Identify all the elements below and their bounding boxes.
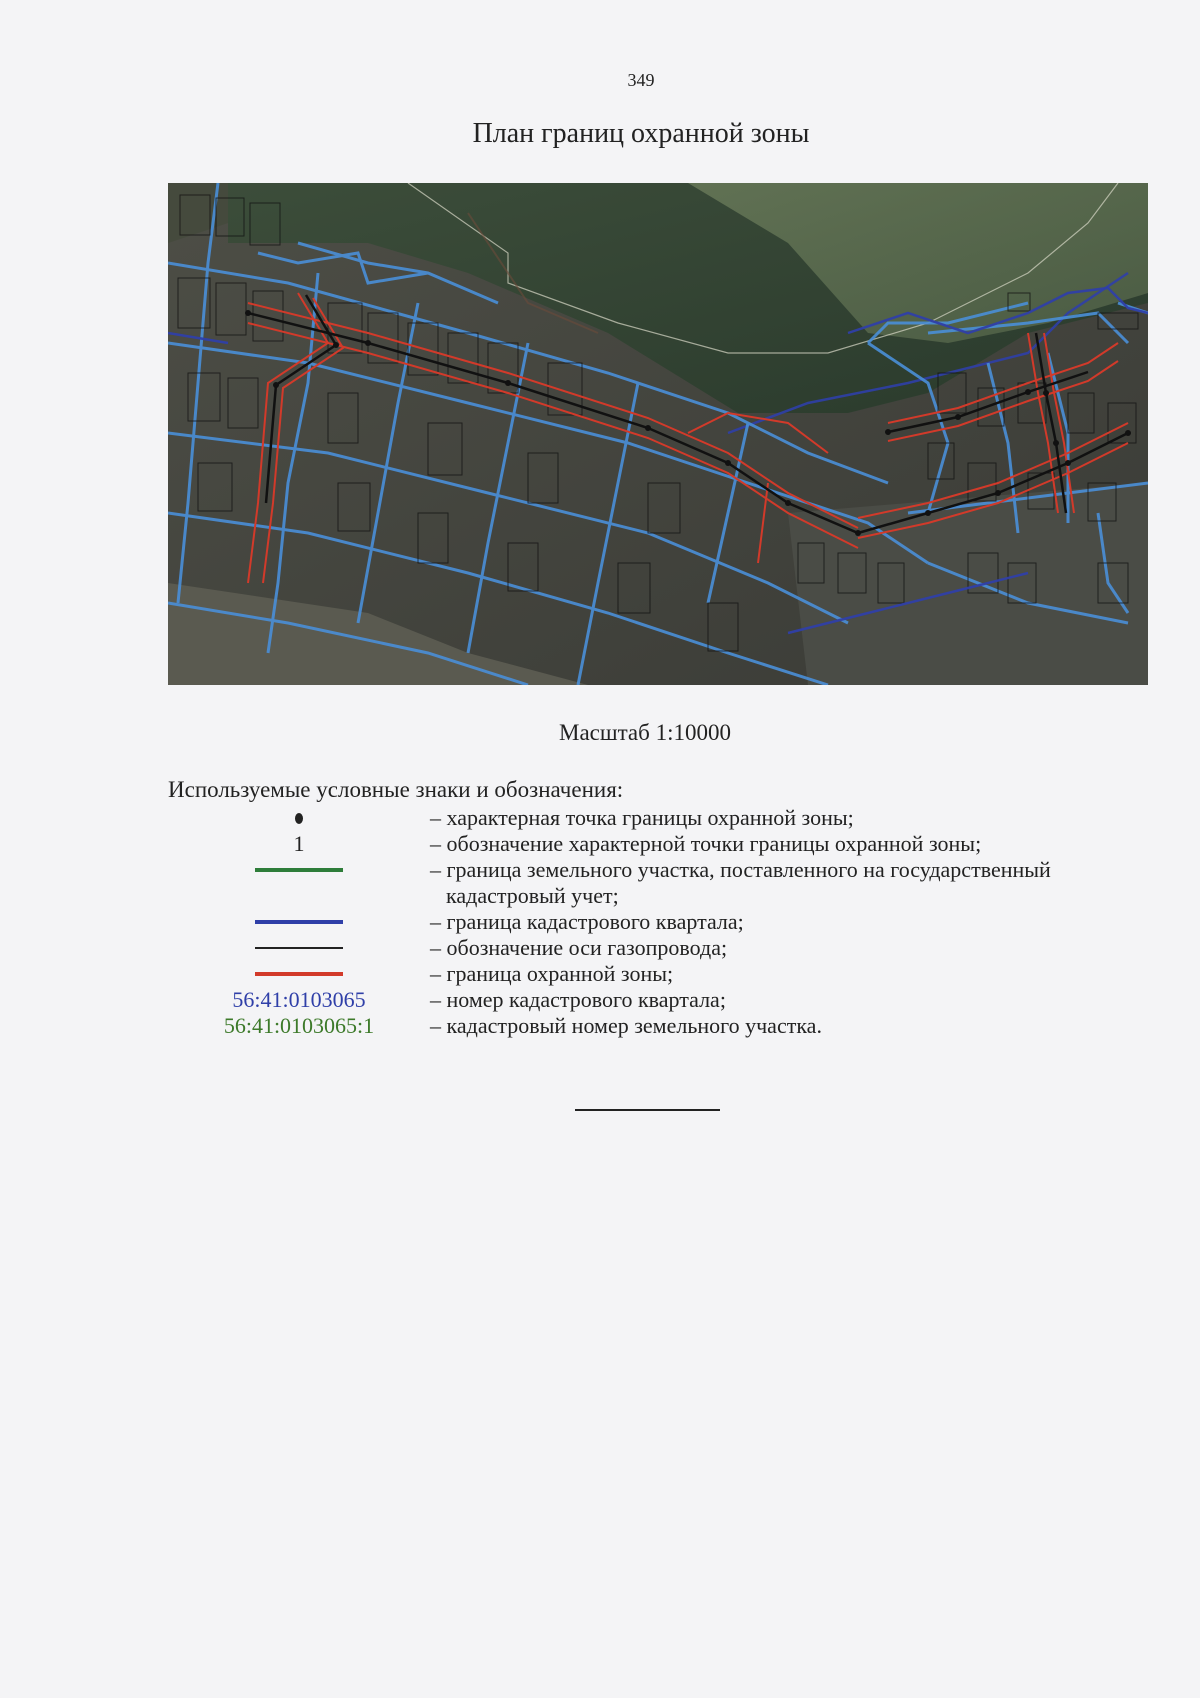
legend-item-zone-boundary bbox=[168, 961, 1128, 987]
legend-item-parcel-boundary-cont bbox=[168, 883, 1128, 909]
blue-line-icon bbox=[255, 920, 343, 924]
point-number-symbol: 1 bbox=[293, 831, 305, 856]
legend-item-label: – обозначение оси газопровода; bbox=[430, 935, 728, 960]
legend-item-label: – характерная точка границы охранной зоны; bbox=[430, 805, 854, 830]
footer-divider bbox=[575, 1109, 720, 1111]
point-marker-icon bbox=[295, 813, 303, 824]
legend-item-point-number bbox=[168, 831, 1128, 857]
legend-item-parcel-number bbox=[168, 1013, 1128, 1039]
red-line-icon bbox=[255, 972, 343, 976]
legend-item-label-continued: кадастровый учет; bbox=[446, 883, 619, 908]
legend-item-label: – обозначение характерной точки границы охранной зоны; bbox=[430, 831, 982, 856]
green-line-icon bbox=[255, 868, 343, 872]
page-number: 349 bbox=[627, 70, 655, 90]
legend-heading: Используемые условные знаки и обозначения: bbox=[168, 777, 624, 802]
legend-item-quarter-number bbox=[168, 987, 1128, 1013]
parcel-number-sample: 56:41:0103065:1 bbox=[223, 1013, 375, 1038]
legend-item-gas-axis bbox=[168, 935, 1128, 961]
legend-item-label: – кадастровый номер земельного участка. bbox=[430, 1013, 822, 1038]
legend-item-label: – граница земельного участка, поставленного на государственный bbox=[430, 857, 1051, 882]
quarter-number-sample: 56:41:0103065 bbox=[232, 987, 366, 1012]
page-title: План границ охранной зоны bbox=[472, 118, 810, 149]
legend-item-label: – граница охранной зоны; bbox=[430, 961, 674, 986]
protection-zone-map bbox=[168, 183, 1148, 685]
legend-item-label: – граница кадастрового квартала; bbox=[430, 909, 744, 934]
legend bbox=[168, 805, 1128, 1039]
black-line-icon bbox=[255, 947, 343, 949]
map-scale: Масштаб 1:10000 bbox=[559, 720, 731, 745]
legend-item-parcel-boundary bbox=[168, 857, 1128, 883]
legend-item-label: – номер кадастрового квартала; bbox=[430, 987, 726, 1012]
legend-item-point bbox=[168, 805, 1128, 831]
legend-item-quarter-boundary bbox=[168, 909, 1128, 935]
